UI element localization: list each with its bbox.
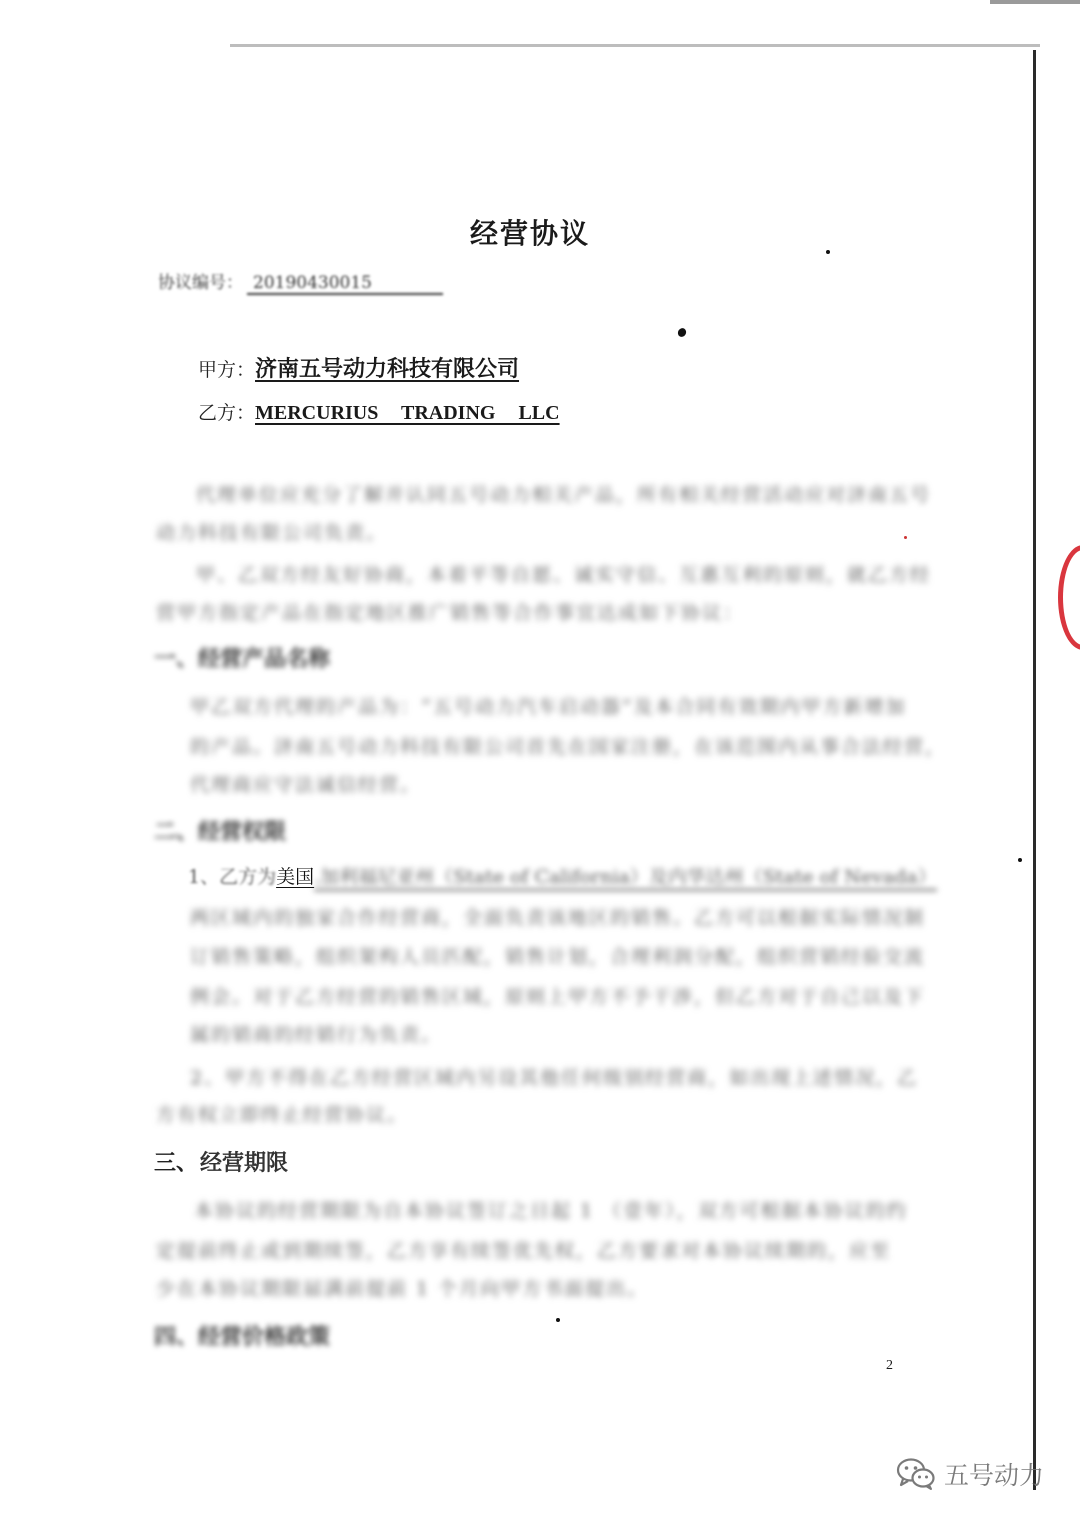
section-2-line: 订销售策略，组织架构人员匹配，销售计划，合理利润分配，组织营销经验交流 [190, 946, 926, 968]
section-heading: 四、经营价格政策 [154, 1324, 331, 1350]
red-seal-stamp-edge [1058, 545, 1080, 650]
scan-speck [904, 536, 907, 539]
scan-edge-right [1033, 50, 1036, 1490]
watermark-text: 五号动力 [944, 1461, 1045, 1490]
party-a-name: 济南五号动力科技有限公司 [255, 356, 520, 382]
section-2-line: 两区域内的独家合作经营商，全面负责该地区的销售。乙方可以根据实际情况制 [190, 907, 926, 929]
party-b [198, 398, 560, 425]
document-title: 经营协议 [469, 217, 590, 250]
section-heading: 一、经营产品名称 [154, 646, 331, 672]
page-number: 2 [886, 1358, 893, 1373]
intro-line: 动力科技有限公司负责。 [156, 522, 388, 544]
section-3-heading-prefix: 三、 [154, 1150, 199, 1176]
section-2-line: 属的销商的经销行为负责。 [190, 1024, 443, 1046]
wechat-icon [896, 1457, 936, 1491]
scan-speck [676, 327, 687, 339]
agreement-number-label: 协议编号： [158, 273, 243, 293]
scan-speck [556, 1318, 560, 1322]
intro-line: 甲、乙双方经友好协商，本着平等自愿、诚实守信、互惠互利的原则，就乙方经 [196, 564, 932, 586]
party-b-name: MERCURIUS TRADING LLC [255, 402, 560, 424]
party-b-label: 乙方： [198, 402, 256, 424]
section-heading: 二、经营权限 [154, 819, 287, 845]
section-3-line: 定提前终止或到期续签，乙方享有续签优先权，乙方要求对本协议续期的，应至 [156, 1240, 892, 1262]
scan-speck [1018, 858, 1022, 862]
section-3-line: 少在本协议期限届满前提前 1 个月向甲方书面提出。 [156, 1278, 649, 1300]
section-2-line: 例会。对于乙方经营的销售区域，原则上甲方不予干涉，但乙方对于自己以及下 [190, 986, 926, 1008]
intro-line: 代理单位应充分了解并认同五号动力相关产品，所有相关经营活动应对济南五号 [196, 484, 932, 506]
section-2-country: 美国 [276, 866, 315, 888]
section-1-line: 甲乙双方代理的产品为：“五号动力汽车启动器”及本合同有效期内甲方新增加 [190, 696, 907, 718]
intro-line: 营甲方指定产品在指定地区推广销售等合作事宜达成如下协议： [156, 602, 745, 624]
scan-edge-top-right [990, 0, 1080, 4]
wechat-watermark [896, 1456, 1044, 1492]
scan-edge-top [230, 44, 1040, 47]
section-2-line: 方有权立即终止经营协议。 [156, 1104, 409, 1126]
section-3-line: 本协议的经营期限为自本协议签订之日起 1 （壹年），双方可根据本协议的约 [194, 1200, 908, 1222]
section-2-line: 2、甲方不得在乙方经营区域内另设其他任何级别经营商，如出现上述情况，乙 [190, 1067, 919, 1089]
party-a-label: 甲方： [198, 359, 256, 381]
section-1-line: 代理商应守法诚信经营。 [190, 774, 422, 796]
agreement-number-value: 20190430015 [247, 273, 443, 295]
section-2-item-1-line [188, 862, 937, 891]
section-2-item-1-prefix: 1、乙方为 [188, 866, 277, 888]
section-2-regions: .加利福尼亚州（State of California）及内华达州（State of Nevada） [314, 862, 937, 891]
party-a [198, 352, 519, 383]
agreement-number [158, 268, 443, 295]
section-1-line: 的产品。济南五号动力科技有限公司首先在国家注册，在该范围内从事合法经营， [190, 736, 947, 758]
section-3-heading: 经营期限 [200, 1150, 289, 1176]
